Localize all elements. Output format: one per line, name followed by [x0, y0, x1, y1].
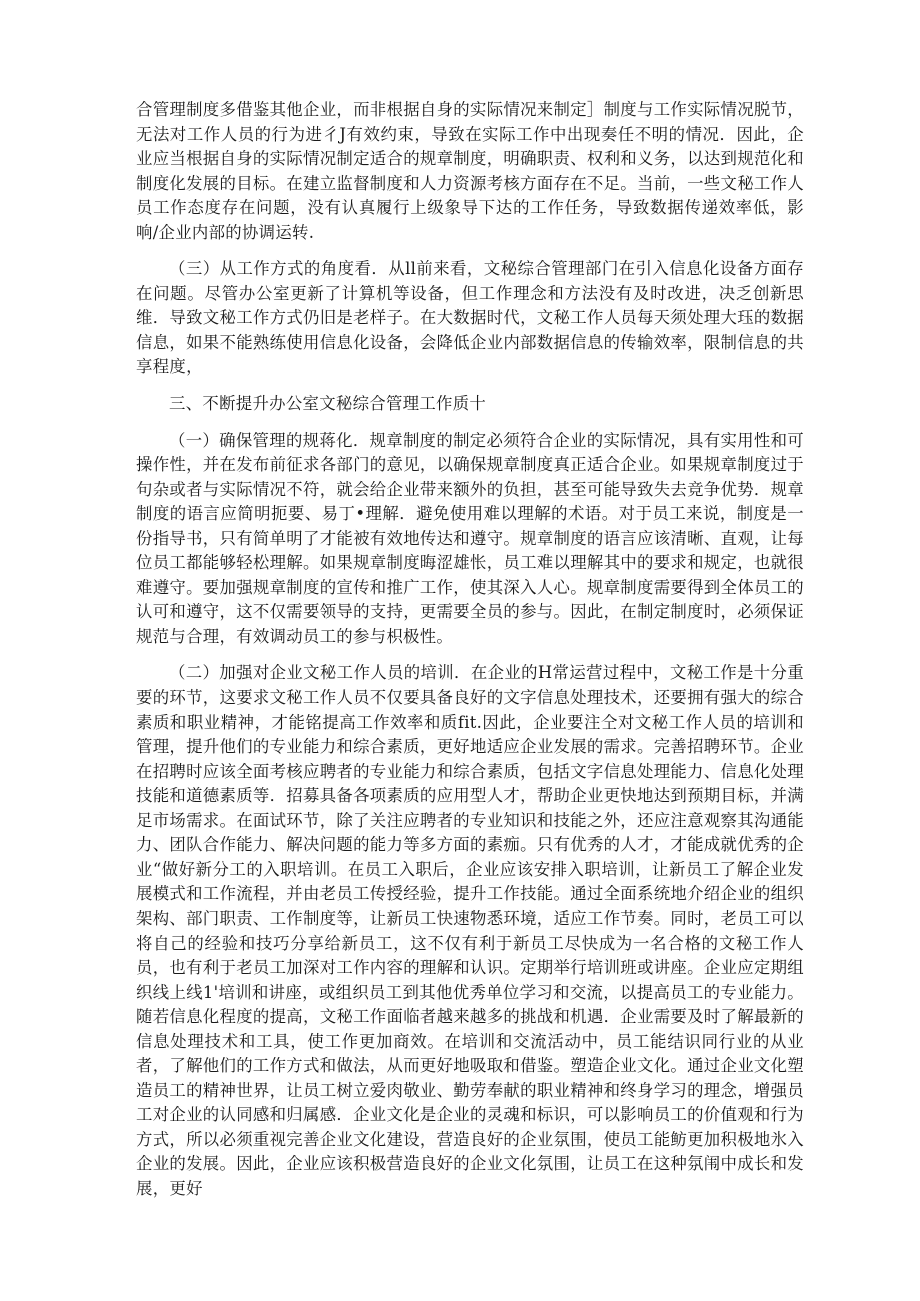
paragraph-training: （二）加强对企业文秘工作人员的培训．在企业的H常运营过程中，文秘工作是十分重要的环节，这要求文秘工作人员不仅要具备良好的文字信息处理技术，还要拥有强大的综合素质和职业精神，才能铭提高工作效率和质fit.因此，企业要注仝对文秘工作人员的培训和管理，提升他们的专业能力和综合素质，更好地适应企业发展的需求。完善招聘环节。企业在招聘时应该全面考核应聘者的专业能力和综合素质，包括文字信息处理能力、信息化处理技能和道德素质等．招募具备各项素质的应用型人才，帮助企业更快地达到预期目标，并满足市场需求。在面试环节，除了关注应聘者的专业知识和技能之外，还应注意观察其沟通能力、团队合作能力、解决问题的能力等多方面的素痂。只有优秀的人才，才能成就优秀的企业“做好新分工的入职培训。在员工入职后，企业应该安排入职培训，让新员工了解企业发展模式和工作流程，并由老员工传授经验，提升工作技能。通过全面系统地介绍企业的组织架构、部门职责、工作制度等，让新员工快速物悉环境，适应工作节奏。同时，老员工可以将自己的经验和技巧分享给新员工，这不仅有利于新员工尽快成为一名合格的文秘工作人员，也有利于老员工加深对工作内容的理解和认识。定期举行培训班或讲座。企业应定期组织线上线1'培训和讲座，或组织员工到其他优秀单位学习和交流，以提高员工的专业能力。随若信息化程度的提高，文秘工作面临者越来越多的挑战和机遇．企业需要及时了解最新的信息处理技术和工具，使工作更加商效。在培训和交流活动中，员工能结识同行业的从业者，了解他们的工作方式和做法，从而更好地吸取和借鉴。塑造企业文化。通过企业文化塑造员工的精神世界，让员工树立爱肉敬业、勤劳奉献的职业精神和终身学习的理念，增强员工对企业的认同感和归属感．企业文化是企业的灵魂和标识，可以影响员工的价值观和行为方式，所以必须重视完善企业文化建设，营造良好的企业氛围，使员工能鲂更加积极地氷入企业的发展。因此，企业应该积极营造良好的企业文化氛围，让员工在这种氛闱中成长和发展，更好: [136, 663, 804, 1198]
paragraph-standardization: （一）确保管理的规蒋化．规章制度的制定必须符合企业的实际情况，具有实用性和可操作性，并在发布前征求各部门的意见，以确保规章制度真正适合企业。如果规章制度过于句杂或者与实际情况不符，就会给企业带来额外的负担，甚至可能导致失去竞争优势．规章制度的语言应简明扼要、易丁•理解．避免使用难以理解的术语。对于员工来说，制度是一份指导书，只有简单明了才能被有效地传达和遵守。规章制度的语言应该清晰、直观，让每位员工都能够轻松理解。如果规章制度晦涩雄怅，员工难以理解其中的要求和规定，也就很难遵守。要加强规章制度的宣传和推广工作，使其深入人心。规章制度需要得到全体员工的认可和遵守，这不仅需要领导的支持，更需要全员的参与。因此，在制定制度时，必须保证规范与合理，有效调动员工的参与枳极性。: [136, 430, 804, 646]
paragraph-continuation: 合管理制度多借鉴其他企业，而非根据自身的实际情况来制定］制度与工作实际情况脱节，无法对工作人员的行为进彳J有效约束，导致在实际工作中出现奏任不明的情况．因此，企业应当根据自身的实际情况制定适合的规章制度，明确职责、权利和义务，以达到规范化和制度化发展的目标。在建立监督制度和人力资源考核方面存在不足。当前，一些文秘工作人员工作态度存在问题，没有认真履行上级象导下达的工作任务，导致数据传递效率低，影响/企业内部的协调运转.: [136, 100, 804, 242]
paragraph-work-method: （三）从工作方式的角度看．从ll前来看，文秘综合管理部门在引入信息化设备方面存在问题。尽管办公室更新了计算机等设备，但工作理念和方法没有及时改进，决乏创新思维．导致文秘工作方式仍旧是老样子。在大数据时代，文秘工作人员每天须处理大珏的数据信息，如果不能熟练使用信息化设备，会降低企业内部数据信息的传输效率，限制信息的共享程度，: [136, 259, 804, 377]
section-heading: 三、不断提升办公室文秘综合管理工作质十: [169, 394, 487, 414]
document-body: [136, 98, 804, 1202]
